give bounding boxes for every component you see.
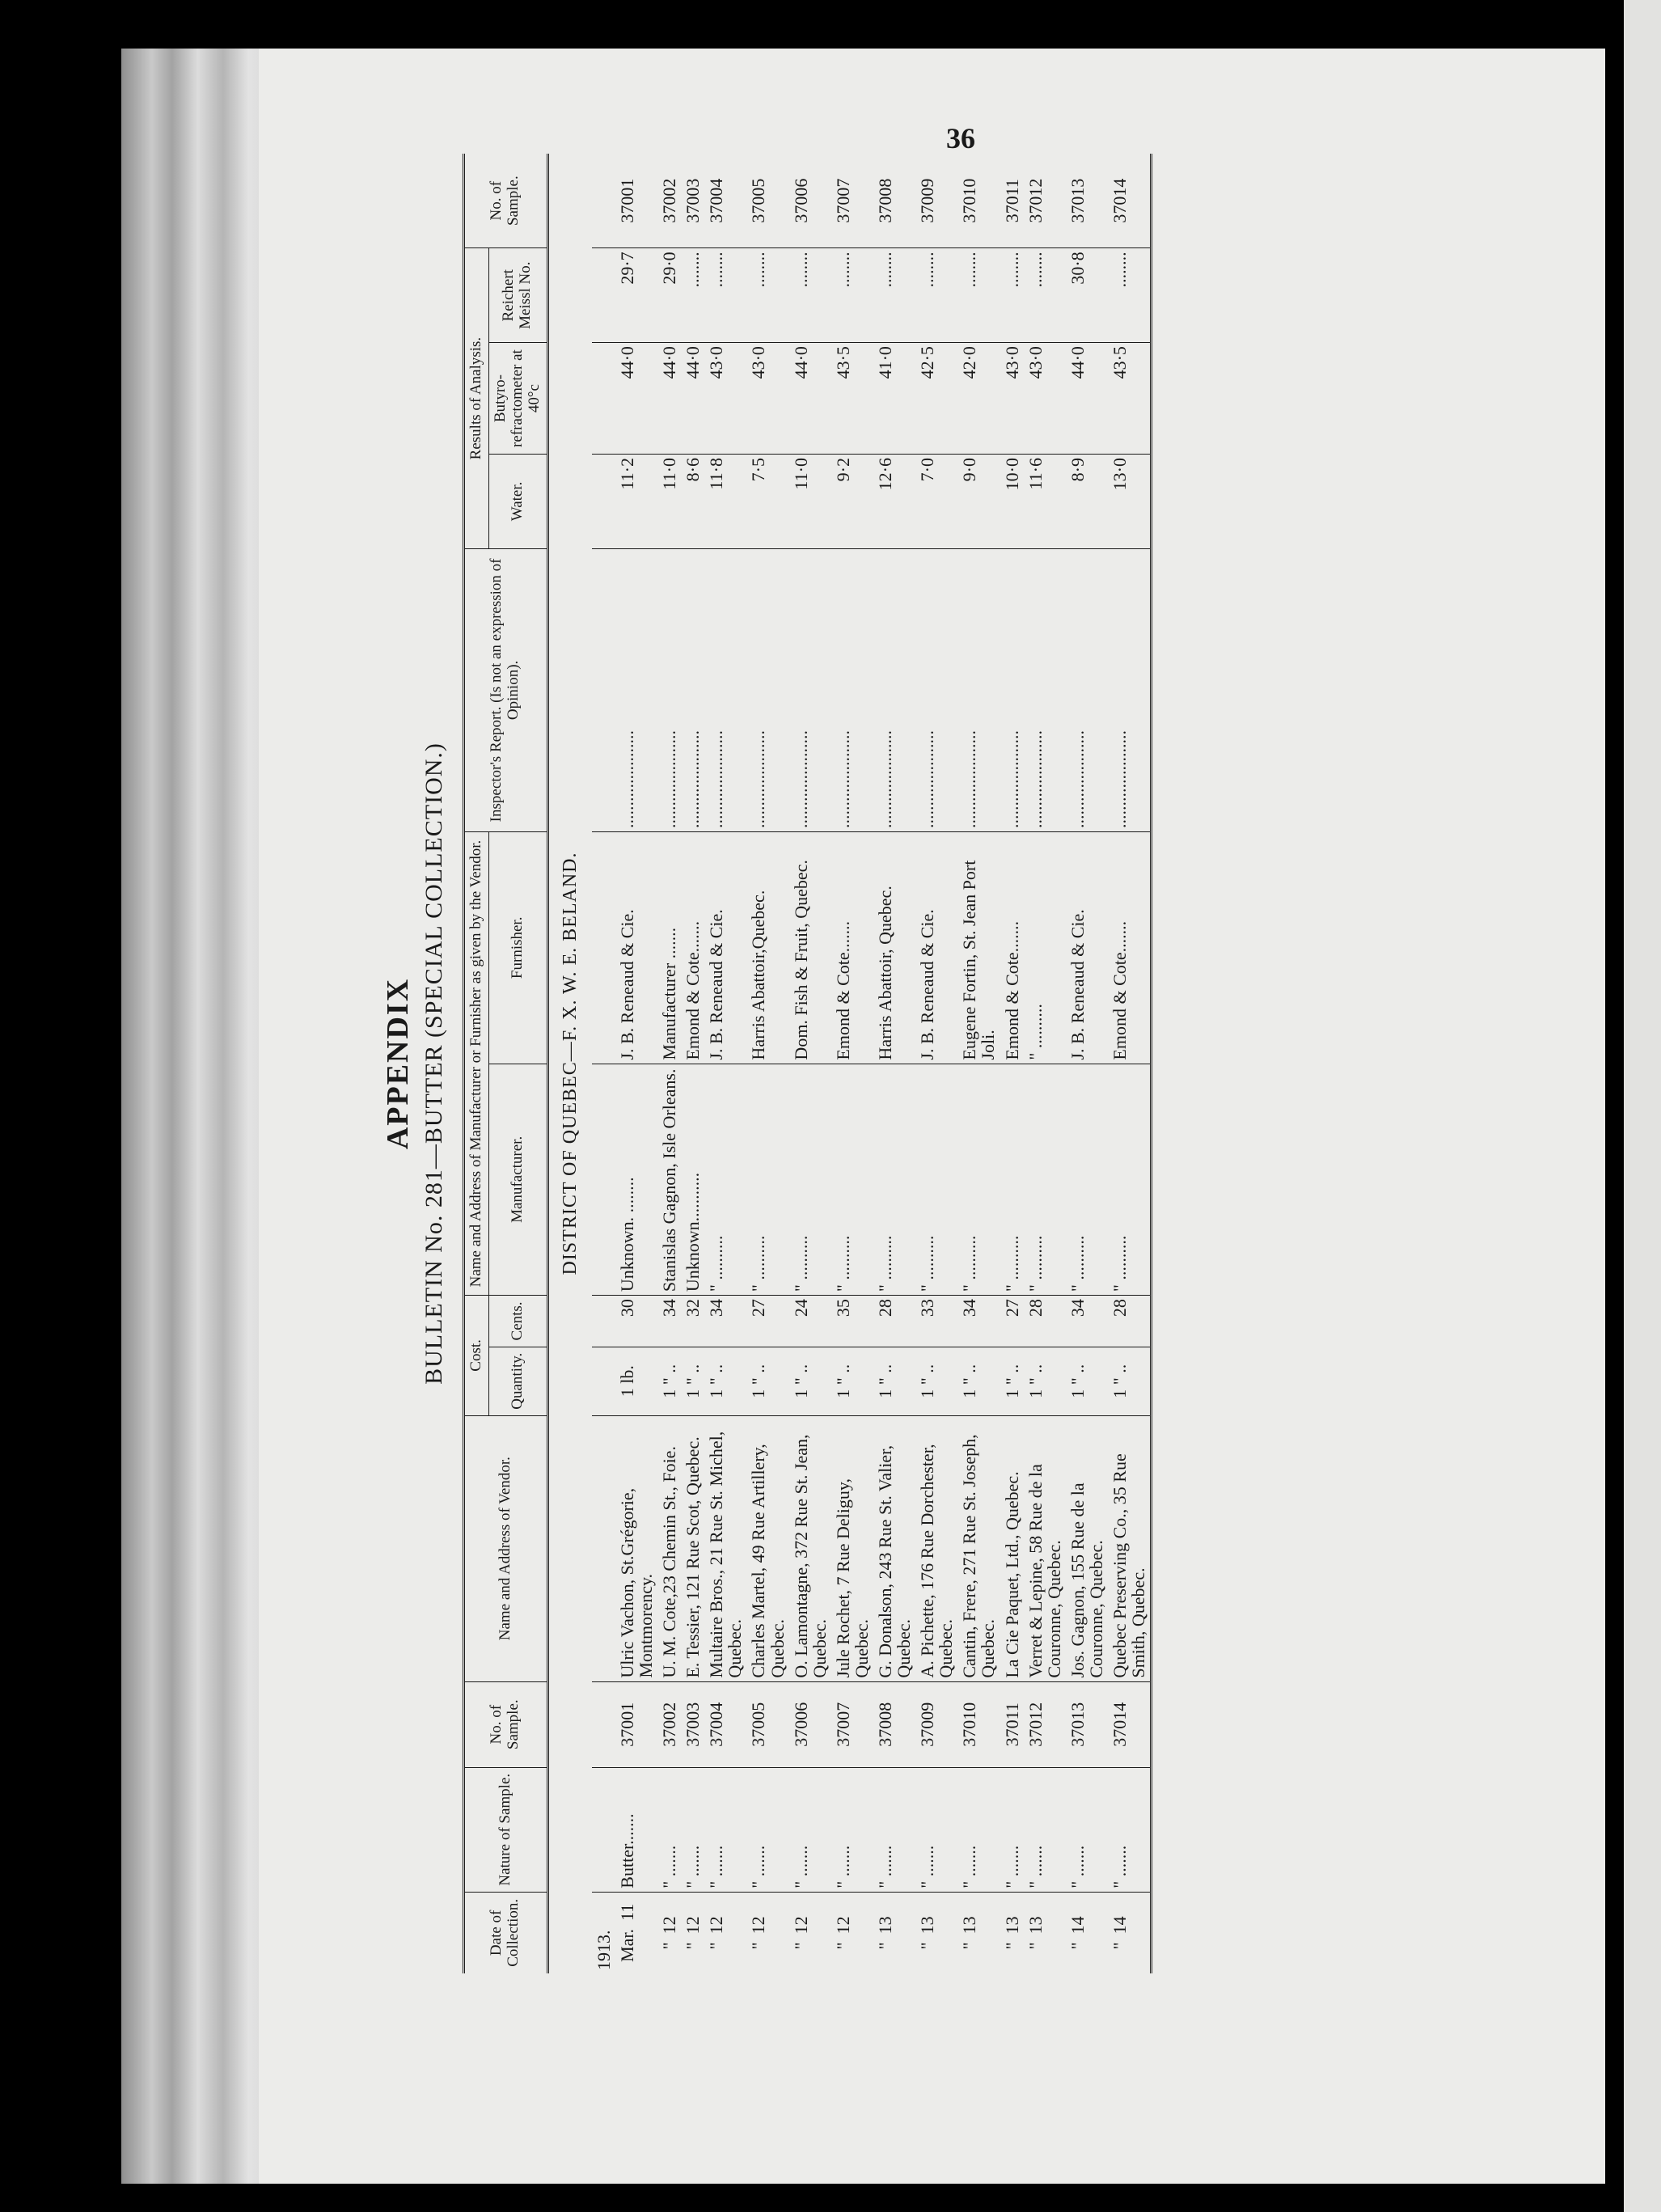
col-vendor: Name and Address of Vendor. [464, 1415, 548, 1681]
cell-manufacturer: " .......... [957, 1064, 1000, 1296]
cell-nature: " ....... [657, 1767, 681, 1892]
col-butyro: Butyro-refractometer at 40°c [488, 343, 547, 455]
cell-cents: 30 [615, 1296, 657, 1347]
cell-cents: 32 [681, 1296, 704, 1347]
cell-water: 11·6 [1024, 455, 1066, 549]
year: 1913. [593, 1930, 614, 1970]
cell-no: 37005 [746, 1681, 788, 1767]
cell-furnisher: Emond & Cote....... [831, 832, 873, 1064]
cell-day: 13 [1001, 1916, 1022, 1935]
cell-no-right: 37013 [1066, 154, 1108, 248]
cell-vendor: Multaire Bros., 21 Rue St. Michel, Quebec. [704, 1415, 746, 1681]
cell-inspector-report: ...................... [1000, 548, 1024, 831]
cell-no: 37011 [1000, 1681, 1024, 1767]
cell-nature: " ....... [1108, 1767, 1152, 1892]
col-no: No. of Sample. [464, 1681, 548, 1767]
col-reichert: Reichert Meissl No. [488, 248, 547, 343]
table-row [746, 154, 788, 1973]
table-row [615, 154, 657, 1973]
cell-quantity: 1 " .. [1024, 1347, 1066, 1415]
cell-quantity: 1 " .. [789, 1347, 831, 1415]
cell-no: 37013 [1066, 1681, 1108, 1767]
cell-vendor: E. Tessier, 121 Rue Scot, Quebec. [681, 1415, 704, 1681]
cell-manufacturer: " .......... [831, 1064, 873, 1296]
col-quantity: Quantity. [488, 1347, 547, 1415]
cell-day: 13 [959, 1916, 980, 1935]
cell-month: " [706, 1942, 727, 1950]
cell-butyro: 42·0 [957, 343, 1000, 455]
cell-furnisher: Emond & Cote....... [681, 832, 704, 1064]
table-row [873, 154, 915, 1973]
cell-vendor: Charles Martel, 49 Rue Artillery, Quebec. [746, 1415, 788, 1681]
cell-vendor: Ulric Vachon, St.Grégorie, Montmorency. [615, 1415, 657, 1681]
cell-no-right: 37012 [1024, 154, 1066, 248]
col-manufacturer-group: Name and Address of Manufacturer or Furnisher as given by the Vendor. [464, 832, 489, 1296]
cell-no: 37010 [957, 1681, 1000, 1767]
district-heading: DISTRICT OF QUEBEC—F. X. W. E. BELAND. [559, 852, 581, 1275]
cell-quantity: 1 " .. [873, 1347, 915, 1415]
cell-no: 37001 [615, 1681, 657, 1767]
cell-date [1000, 1892, 1024, 1973]
cell-day: 13 [874, 1916, 895, 1935]
cell-furnisher: J. B. Reneaud & Cie. [1066, 832, 1108, 1064]
cell-nature: " ....... [915, 1767, 957, 1892]
cell-no-right: 37007 [831, 154, 873, 248]
cell-day: 11 [616, 1903, 637, 1921]
cell-furnisher: Manufacturer ....... [657, 832, 681, 1064]
table-row [831, 154, 873, 1973]
cell-butyro: 43·0 [704, 343, 746, 455]
cell-reichert: ........ [789, 248, 831, 343]
table-row [957, 154, 1000, 1973]
cell-quantity: 1 " .. [1066, 1347, 1108, 1415]
cell-month: " [659, 1942, 680, 1950]
cell-quantity: 1 " .. [657, 1347, 681, 1415]
cell-nature: " ....... [873, 1767, 915, 1892]
cell-quantity: 1 " .. [1000, 1347, 1024, 1415]
cell-inspector-report: ...................... [615, 548, 657, 831]
cell-butyro: 44·0 [615, 343, 657, 455]
cell-inspector-report: ...................... [873, 548, 915, 831]
cell-nature: " ....... [789, 1767, 831, 1892]
cell-day: 14 [1067, 1916, 1088, 1935]
cell-water: 11·2 [615, 455, 657, 549]
cell-no-right: 37005 [746, 154, 788, 248]
cell-inspector-report: ...................... [789, 548, 831, 831]
cell-water: 8·9 [1066, 455, 1108, 549]
appendix-title: APPENDIX [381, 977, 415, 1150]
cell-butyro: 44·0 [789, 343, 831, 455]
cell-inspector-report: ...................... [915, 548, 957, 831]
cell-day: 12 [748, 1916, 769, 1935]
cell-manufacturer: " .......... [1000, 1064, 1024, 1296]
cell-date [704, 1892, 746, 1973]
cell-vendor: U. M. Cote,23 Chemin St., Foie. [657, 1415, 681, 1681]
cell-manufacturer: " .......... [1024, 1064, 1066, 1296]
cell-furnisher: Harris Abattoir,Quebec. [746, 832, 788, 1064]
cell-no: 37012 [1024, 1681, 1066, 1767]
cell-cents: 28 [1024, 1296, 1066, 1347]
cell-date [789, 1892, 831, 1973]
cell-no-right: 37006 [789, 154, 831, 248]
cell-cents: 34 [957, 1296, 1000, 1347]
table-row [789, 154, 831, 1973]
cell-reichert: 29·7 [615, 248, 657, 343]
cell-day: 12 [683, 1916, 704, 1935]
cell-reichert: ........ [1108, 248, 1152, 343]
cell-month: " [1067, 1942, 1088, 1950]
cell-manufacturer: " .......... [704, 1064, 746, 1296]
cell-cents: 34 [1066, 1296, 1108, 1347]
cell-furnisher: Dom. Fish & Fruit, Quebec. [789, 832, 831, 1064]
cell-month: " [748, 1942, 769, 1950]
cell-vendor: A. Pichette, 176 Rue Dorchester, Quebec. [915, 1415, 957, 1681]
cell-day: 12 [790, 1916, 811, 1935]
cell-month: " [832, 1942, 853, 1950]
cell-cents: 28 [873, 1296, 915, 1347]
col-furnisher: Furnisher. [488, 832, 547, 1064]
cell-manufacturer: Stanislas Gagnon, Isle Orleans. [657, 1064, 681, 1296]
cell-nature: " ....... [1066, 1767, 1108, 1892]
cell-cents: 24 [789, 1296, 831, 1347]
cell-quantity: 1 " .. [681, 1347, 704, 1415]
cell-butyro: 43·5 [831, 343, 873, 455]
cell-no: 37008 [873, 1681, 915, 1767]
cell-cents: 33 [915, 1296, 957, 1347]
cell-nature: " ....... [704, 1767, 746, 1892]
cell-butyro: 44·0 [681, 343, 704, 455]
cell-cents: 34 [657, 1296, 681, 1347]
header [380, 154, 448, 1973]
cell-month: " [1001, 1942, 1022, 1950]
cell-inspector-report: ...................... [746, 548, 788, 831]
cell-reichert: ........ [915, 248, 957, 343]
cell-vendor: Jule Rochet, 7 Rue Deliguy, Quebec. [831, 1415, 873, 1681]
cell-reichert: ........ [1000, 248, 1024, 343]
cell-furnisher: Emond & Cote....... [1000, 832, 1024, 1064]
butter-table [463, 154, 1152, 1973]
cell-butyro: 43·0 [1000, 343, 1024, 455]
cell-nature: " ....... [681, 1767, 704, 1892]
cell-date [915, 1892, 957, 1973]
cell-no-right: 37002 [657, 154, 681, 248]
cell-no-right: 37010 [957, 154, 1000, 248]
cell-date [657, 1892, 681, 1973]
cell-day: 12 [706, 1916, 727, 1935]
cell-month: " [874, 1942, 895, 1950]
cell-month: " [790, 1942, 811, 1950]
cell-water: 11·0 [657, 455, 681, 549]
cell-inspector-report: ...................... [831, 548, 873, 831]
cell-no: 37014 [1108, 1681, 1152, 1767]
cell-reichert: ........ [831, 248, 873, 343]
cell-quantity: 1 " .. [1108, 1347, 1152, 1415]
cell-day: 12 [832, 1916, 853, 1935]
cell-no: 37002 [657, 1681, 681, 1767]
cell-date [615, 1892, 657, 1973]
col-cents: Cents. [488, 1296, 547, 1347]
cell-cents: 28 [1108, 1296, 1152, 1347]
table-row [704, 154, 746, 1973]
cell-nature: " ....... [1024, 1767, 1066, 1892]
cell-quantity: 1 " .. [957, 1347, 1000, 1415]
cell-date [1108, 1892, 1152, 1973]
cell-vendor: Jos. Gagnon, 155 Rue de la Couronne, Quebec. [1066, 1415, 1108, 1681]
cell-no: 37003 [681, 1681, 704, 1767]
cell-furnisher: " .......... [1024, 832, 1066, 1064]
table-row [1108, 154, 1152, 1973]
cell-date [831, 1892, 873, 1973]
cell-cents: 35 [831, 1296, 873, 1347]
cell-inspector-report: ...................... [1108, 548, 1152, 831]
cell-inspector-report: ...................... [681, 548, 704, 831]
facing-page-edge [1624, 0, 1661, 2212]
cell-water: 9·2 [831, 455, 873, 549]
bulletin-title: BULLETIN No. 281—BUTTER (SPECIAL COLLECTION.) [421, 742, 447, 1385]
cell-water: 12·6 [873, 455, 915, 549]
cell-nature: " ....... [746, 1767, 788, 1892]
cell-inspector-report: ...................... [957, 548, 1000, 831]
cell-no-right: 37003 [681, 154, 704, 248]
cell-manufacturer: " .......... [746, 1064, 788, 1296]
col-results: Results of Analysis. [464, 248, 489, 548]
table-row [657, 154, 681, 1973]
cell-no-right: 37001 [615, 154, 657, 248]
cell-inspector-report: ...................... [1024, 548, 1066, 831]
cell-month: " [917, 1942, 938, 1950]
table-row [1066, 154, 1108, 1973]
cell-no: 37004 [704, 1681, 746, 1767]
cell-water: 10·0 [1000, 455, 1024, 549]
cell-quantity: 1 " .. [746, 1347, 788, 1415]
cell-cents: 27 [746, 1296, 788, 1347]
cell-vendor: O. Lamontagne, 372 Rue St. Jean, Quebec. [789, 1415, 831, 1681]
cell-butyro: 42·5 [915, 343, 957, 455]
cell-quantity: 1 " .. [915, 1347, 957, 1415]
cell-butyro: 44·0 [1066, 343, 1108, 455]
cell-manufacturer: " .......... [789, 1064, 831, 1296]
cell-furnisher: J. B. Reneaud & Cie. [704, 832, 746, 1064]
cell-reichert: ........ [746, 248, 788, 343]
cell-butyro: 43·0 [746, 343, 788, 455]
cell-day: 12 [659, 1916, 680, 1935]
cell-month: " [959, 1942, 980, 1950]
cell-water: 11·0 [789, 455, 831, 549]
cell-date [1024, 1892, 1066, 1973]
cell-manufacturer: " .......... [915, 1064, 957, 1296]
cell-butyro: 43·0 [1024, 343, 1066, 455]
cell-date [681, 1892, 704, 1973]
col-no-right: No. of Sample. [464, 154, 548, 248]
cell-month: " [683, 1942, 704, 1950]
cell-no-right: 37011 [1000, 154, 1024, 248]
col-inspector: Inspector's Report. (Is not an expression of Opinion). [464, 548, 548, 831]
cell-quantity: 1 " .. [704, 1347, 746, 1415]
cell-reichert: 30·8 [1066, 248, 1108, 343]
col-date: Date of Collection. [488, 1898, 522, 1967]
cell-day: 13 [1025, 1916, 1046, 1935]
cell-no: 37006 [789, 1681, 831, 1767]
cell-nature: " ....... [957, 1767, 1000, 1892]
cell-furnisher: Eugene Fortin, St. Jean Port Joli. [957, 832, 1000, 1064]
cell-no: 37009 [915, 1681, 957, 1767]
cell-reichert: ........ [957, 248, 1000, 343]
cell-reichert: ........ [1024, 248, 1066, 343]
cell-reichert: ........ [681, 248, 704, 343]
cell-water: 7·0 [915, 455, 957, 549]
cell-furnisher: J. B. Reneaud & Cie. [615, 832, 657, 1064]
cell-vendor: Verret & Lepine, 58 Rue de la Couronne, Quebec. [1024, 1415, 1066, 1681]
table-row [1024, 154, 1066, 1973]
cell-quantity: 1 lb. [615, 1347, 657, 1415]
col-water: Water. [488, 455, 547, 549]
cell-nature: Butter....... [615, 1767, 657, 1892]
cell-water: 11·8 [704, 455, 746, 549]
rotated-table-region [380, 154, 1221, 1973]
cell-vendor: La Cie Paquet, Ltd., Quebec. [1000, 1415, 1024, 1681]
cell-butyro: 44·0 [657, 343, 681, 455]
cell-manufacturer: " .......... [1108, 1064, 1152, 1296]
cell-inspector-report: ...................... [1066, 548, 1108, 831]
col-cost: Cost. [464, 1296, 489, 1416]
table-row [681, 154, 704, 1973]
cell-furnisher: J. B. Reneaud & Cie. [915, 832, 957, 1064]
cell-vendor: G. Donalson, 243 Rue St. Valier, Quebec. [873, 1415, 915, 1681]
cell-vendor: Quebec Preserving Co., 35 Rue Smith, Quebec. [1108, 1415, 1152, 1681]
cell-manufacturer: " .......... [1066, 1064, 1108, 1296]
cell-date [873, 1892, 915, 1973]
cell-manufacturer: Unknown........... [681, 1064, 704, 1296]
cell-month: Mar. [616, 1928, 637, 1962]
cell-month: " [1109, 1942, 1130, 1950]
cell-butyro: 41·0 [873, 343, 915, 455]
cell-butyro: 43·5 [1108, 343, 1152, 455]
cell-nature: " ....... [1000, 1767, 1024, 1892]
page-number: 36 [946, 122, 975, 154]
cell-reichert: 29·0 [657, 248, 681, 343]
cell-water: 7·5 [746, 455, 788, 549]
cell-water: 13·0 [1108, 455, 1152, 549]
cell-cents: 34 [704, 1296, 746, 1347]
cell-date [746, 1892, 788, 1973]
cell-no-right: 37008 [873, 154, 915, 248]
cell-quantity: 1 " .. [831, 1347, 873, 1415]
cell-month: " [1025, 1942, 1046, 1950]
cell-water: 9·0 [957, 455, 1000, 549]
cell-vendor: Cantin, Frere, 271 Rue St. Joseph, Quebec. [957, 1415, 1000, 1681]
cell-water: 8·6 [681, 455, 704, 549]
table-row [1000, 154, 1024, 1973]
cell-manufacturer: Unknown. ........ [615, 1064, 657, 1296]
cell-inspector-report: ...................... [704, 548, 746, 831]
col-manufacturer: Manufacturer. [488, 1064, 547, 1296]
cell-day: 13 [917, 1916, 938, 1935]
cell-date [1066, 1892, 1108, 1973]
col-nature: Nature of Sample. [464, 1767, 548, 1892]
cell-no-right: 37014 [1108, 154, 1152, 248]
table-row [915, 154, 957, 1973]
cell-cents: 27 [1000, 1296, 1024, 1347]
cell-inspector-report: ...................... [657, 548, 681, 831]
cell-reichert: ........ [704, 248, 746, 343]
cell-no-right: 37004 [704, 154, 746, 248]
cell-no-right: 37009 [915, 154, 957, 248]
cell-reichert: ........ [873, 248, 915, 343]
cell-date [957, 1892, 1000, 1973]
cell-day: 14 [1109, 1916, 1130, 1935]
cell-nature: " ....... [831, 1767, 873, 1892]
cell-furnisher: Emond & Cote....... [1108, 832, 1152, 1064]
cell-furnisher: Harris Abattoir, Quebec. [873, 832, 915, 1064]
cell-no: 37007 [831, 1681, 873, 1767]
cell-manufacturer: " .......... [873, 1064, 915, 1296]
